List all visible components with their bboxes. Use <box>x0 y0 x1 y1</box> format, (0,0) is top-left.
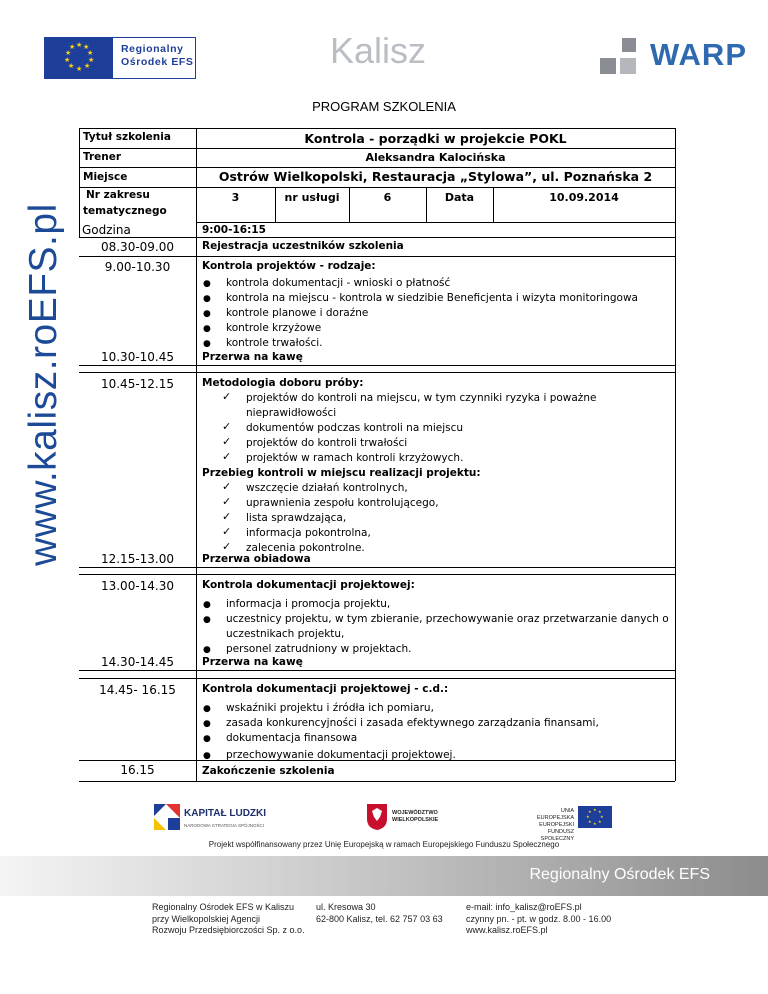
list-item: dokumentacja finansowa <box>226 732 358 744</box>
wielkopolska-crest-icon <box>366 803 388 831</box>
time-slot: 10.30-10.45 <box>100 350 175 364</box>
bullet-icon: ● <box>203 751 211 761</box>
trainer-name: Aleksandra Kalocińska <box>365 151 506 164</box>
bullet-icon: ● <box>203 719 211 729</box>
list-item: kontrola dokumentacji - wnioski o płatność <box>226 277 451 289</box>
list-item: informacja i promocja projektu, <box>226 598 391 610</box>
kapital-ludzki-subtitle: NARODOWA STRATEGIA SPÓJNOŚCI <box>184 823 265 828</box>
kapital-ludzki-title: KAPITAŁ LUDZKI <box>184 808 267 819</box>
checkmark-icon: ✓ <box>222 435 232 448</box>
activity-lunch: Przerwa obiadowa <box>202 553 311 565</box>
list-item: personel zatrudniony w projektach. <box>226 643 412 655</box>
activity-subtitle: Przebieg kontroli w miejscu realizacji projektu: <box>202 467 481 479</box>
wielkopolska-text: WOJEWÓDZTWO WIELKOPOLSKIE <box>392 810 439 823</box>
activity-title: Kontrola dokumentacji projektowej: <box>202 579 415 591</box>
activity-title: Kontrola dokumentacji projektowej - c.d.: <box>202 683 449 695</box>
checkmark-icon: ✓ <box>222 510 232 523</box>
footer-address-street: ul. Kresowa 30 62-800 Kalisz, tel. 62 757 03 63 <box>316 902 443 924</box>
list-item: wszczęcie działań kontrolnych, <box>246 482 408 494</box>
svg-text:★: ★ <box>68 62 75 70</box>
svg-text:★: ★ <box>84 62 91 70</box>
svg-text:★: ★ <box>76 41 83 49</box>
training-title: Kontrola - porządki w projekcie POKL <box>304 131 567 146</box>
list-item: projektów do kontroli trwałości <box>246 437 408 449</box>
checkmark-icon: ✓ <box>222 450 232 463</box>
activity-title: Metodologia doboru próby: <box>202 377 364 389</box>
svg-text:★: ★ <box>64 56 71 64</box>
list-item: dokumentów podczas kontroli na miejscu <box>246 422 464 434</box>
checkmark-icon: ✓ <box>222 525 232 538</box>
bullet-icon: ● <box>203 294 211 304</box>
checkmark-icon: ✓ <box>222 390 232 403</box>
list-item: przechowywanie dokumentacji projektowej. <box>226 749 456 761</box>
svg-text:★: ★ <box>588 809 592 814</box>
page-title: PROGRAM SZKOLENIA <box>312 99 456 114</box>
activity-break: Przerwa na kawę <box>202 351 303 363</box>
checkmark-icon: ✓ <box>222 420 232 433</box>
side-website-url: www.kalisz.roEFS.pl <box>22 203 65 566</box>
topic-number: 3 <box>231 191 240 204</box>
svg-text:★: ★ <box>593 821 597 826</box>
svg-text:★: ★ <box>600 814 604 819</box>
list-item: kontrola na miejscu - kontrola w siedzibie Beneficjenta i wizyta monitoringowa <box>226 292 638 304</box>
bullet-icon: ● <box>203 600 211 610</box>
topic-label-line1: Nr zakresu <box>86 189 150 201</box>
place-label: Miejsce <box>83 171 128 183</box>
service-number: 6 <box>383 191 392 204</box>
svg-text:★: ★ <box>598 819 602 824</box>
list-item: nieprawidłowości <box>246 407 337 419</box>
svg-text:★: ★ <box>586 814 590 819</box>
svg-text:★: ★ <box>87 49 94 57</box>
svg-text:★: ★ <box>76 65 83 73</box>
bullet-icon: ● <box>203 615 211 625</box>
date-label: Data <box>444 191 475 204</box>
checkmark-icon: ✓ <box>222 480 232 493</box>
time-slot: 16.15 <box>120 763 155 777</box>
time-slot: 9.00-10.30 <box>104 260 171 274</box>
bullet-icon: ● <box>203 339 211 349</box>
svg-text:★: ★ <box>88 56 95 64</box>
time-slot: 13.00-14.30 <box>100 579 175 593</box>
checkmark-icon: ✓ <box>222 540 232 553</box>
list-item: wskaźniki projektu i źródła ich pomiaru, <box>226 702 434 714</box>
svg-text:★: ★ <box>588 819 592 824</box>
bullet-icon: ● <box>203 309 211 319</box>
bullet-icon: ● <box>203 734 211 744</box>
list-item: uczestnicy projektu, w tym zbieranie, przechowywanie oraz przetwarzanie danych o <box>226 613 669 625</box>
time-slot: 12.15-13.00 <box>100 552 175 566</box>
warp-logo-icon <box>600 38 640 74</box>
regional-centre-logo: Regionalny Ośrodek EFS <box>112 37 196 79</box>
eu-flag-icon <box>578 806 612 828</box>
time-slot: 08.30-09.00 <box>100 240 175 254</box>
list-item: lista sprawdzająca, <box>246 512 347 524</box>
bullet-icon: ● <box>203 704 211 714</box>
svg-text:★: ★ <box>593 807 597 812</box>
footer-band-title: Regionalny Ośrodek EFS <box>529 866 710 883</box>
list-item: projektów do kontroli na miejscu, w tym czynniki ryzyka i poważne <box>246 392 597 404</box>
activity-break: Przerwa na kawę <box>202 656 303 668</box>
footer-address-org: Regionalny Ośrodek EFS w Kaliszu przy Wielkopolskiej Agencji Rozwoju Przedsiębiorczości Sp. z o.o. <box>152 902 305 935</box>
bullet-icon: ● <box>203 645 211 655</box>
svg-text:★: ★ <box>598 809 602 814</box>
list-item: uczestnikach projektu, <box>226 628 345 640</box>
svg-text:★: ★ <box>65 49 72 57</box>
list-item: kontrole krzyżowe <box>226 322 322 334</box>
date-value: 10.09.2014 <box>549 191 619 204</box>
activity-closing: Zakończenie szkolenia <box>202 765 335 777</box>
list-item: uprawnienia zespołu kontrolującego, <box>246 497 439 509</box>
hours-range: 9:00-16:15 <box>202 224 266 236</box>
list-item: kontrole trwałości. <box>226 337 323 349</box>
trainer-label: Trener <box>83 151 122 163</box>
activity-registration: Rejestracja uczestników szkolenia <box>202 240 404 252</box>
eu-fund-text: UNIA EUROPEJSKA EUROPEJSKI FUNDUSZ SPOŁECZNY <box>537 808 574 842</box>
eu-flag-logo <box>44 37 112 79</box>
svg-text:★: ★ <box>83 43 90 51</box>
bullet-icon: ● <box>203 324 211 334</box>
warp-logo-text: WARP <box>650 37 747 72</box>
svg-text:★: ★ <box>69 43 76 51</box>
title-label: Tytuł szkolenia <box>83 131 171 143</box>
time-slot: 14.30-14.45 <box>100 655 175 669</box>
activity-title: Kontrola projektów - rodzaje: <box>202 260 376 272</box>
list-item: informacja pokontrolna, <box>246 527 371 539</box>
place-value: Ostrów Wielkopolski, Restauracja „Stylowa”, ul. Poznańska 2 <box>218 169 653 184</box>
service-label: nr usługi <box>284 191 340 204</box>
city-name: Kalisz <box>330 30 427 71</box>
bullet-icon: ● <box>203 279 211 289</box>
checkmark-icon: ✓ <box>222 495 232 508</box>
list-item: zalecenia pokontrolne. <box>246 542 365 554</box>
topic-label-line2: tematycznego <box>83 205 167 217</box>
list-item: zasada konkurencyjności i zasada efektywnego zarządzania finansami, <box>226 717 599 729</box>
hour-label: Godzina <box>82 223 131 237</box>
list-item: projektów w ramach kontroli krzyżowych. <box>246 452 464 464</box>
footer-contact: e-mail: info_kalisz@roEFS.pl czynny pn. - pt. w godz. 8.00 - 16.00 www.kalisz.roEFS.pl <box>466 902 612 935</box>
time-slot: 10.45-12.15 <box>100 377 175 391</box>
time-slot: 14.45- 16.15 <box>99 683 176 697</box>
list-item: kontrole planowe i doraźne <box>226 307 369 319</box>
cofinancing-note: Projekt współfinansowany przez Unię Europejską w ramach Europejskiego Funduszu Społecznego <box>208 840 560 849</box>
